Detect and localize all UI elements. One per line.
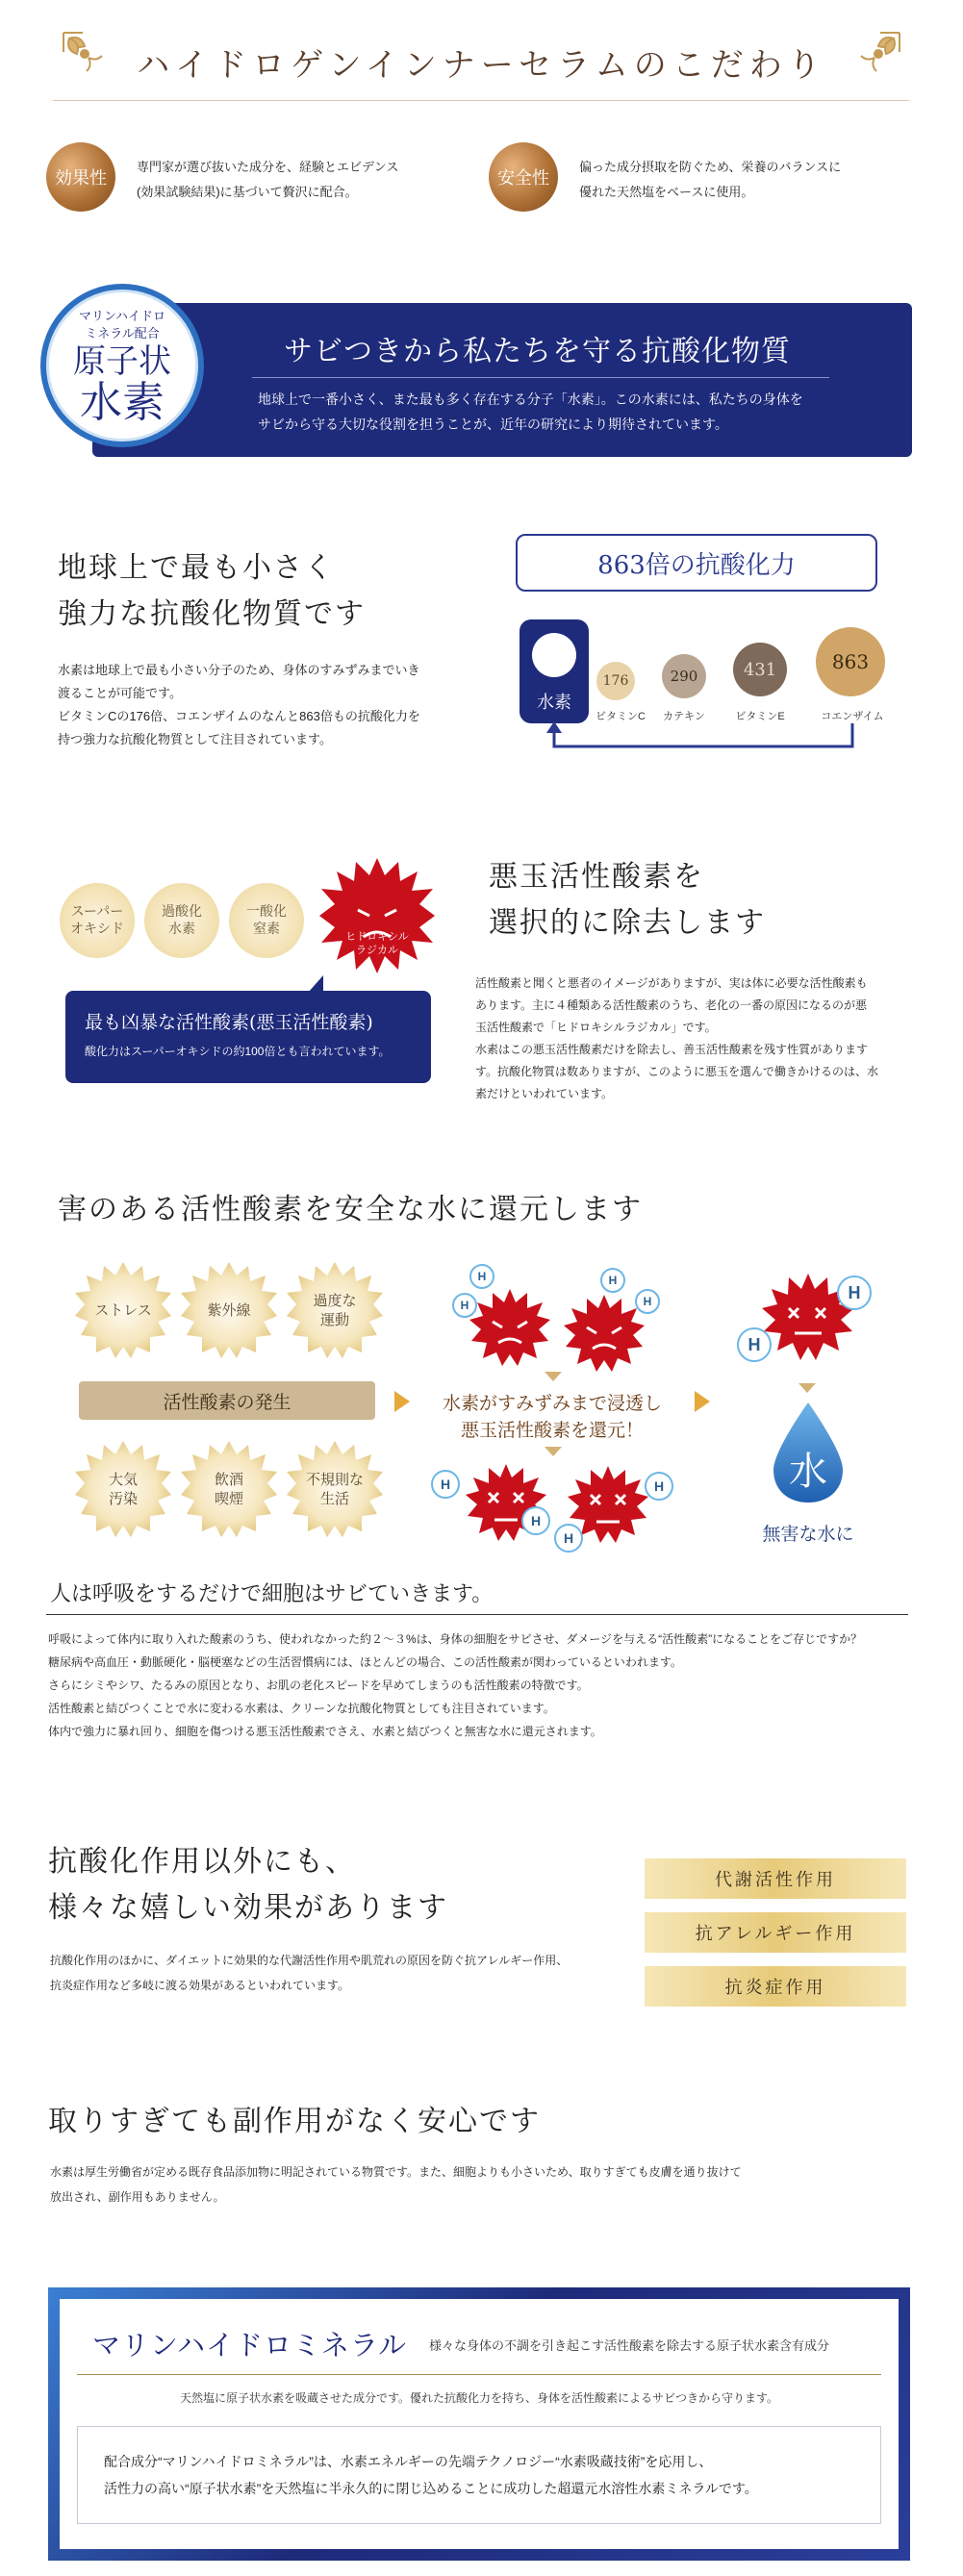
effect-bar-inflammation: 抗炎症作用 [645, 1966, 906, 2007]
feature-text-effect-2: (効果試験結果)に基づいて贅沢に配合。 [137, 185, 358, 199]
water-char: 水 [789, 1450, 827, 1494]
feature-badge-effect: 効果性 [46, 142, 115, 212]
worst-oxygen-pointer [308, 975, 323, 993]
cause-exercise: 過度な 運動 [285, 1260, 385, 1360]
bad-oxygen-text-4: 水素はこの悪玉活性酸素だけを除去し、善玉活性酸素を残す性質があります [475, 1043, 869, 1056]
compare-label-catechin: カテキン [663, 711, 705, 722]
banner-text-1: 地球上で一番小さく、また最も多く存在する分子「水素」。この水素には、私たちの身体を [258, 391, 803, 407]
h-atom-7: H [554, 1524, 583, 1553]
smallest-text-4: 持つ強力な抗酸化物質として注目されています。 [58, 732, 332, 746]
effects-title-2: 様々な嬉しい効果があります [48, 1891, 448, 1925]
penetrate-text-1: 水素がすみずみまで浸透し [442, 1393, 662, 1414]
hydrogen-compare-circle [532, 633, 576, 677]
water-down-arrow-icon [798, 1383, 816, 1393]
header-divider [53, 100, 909, 101]
h-atom-8: H [645, 1472, 673, 1501]
h-atom-4: H [635, 1289, 660, 1314]
breath-text-3: さらにシミやシワ、たるみの原因となり、お肌の老化スピードを早めてしまうのも活性酸素の特徴です。 [48, 1679, 589, 1692]
penetrate-text-2: 悪玉活性酸素を還元！ [460, 1420, 644, 1441]
power-title: 863倍の抗酸化力 [597, 551, 796, 580]
cause-irregular: 不規則な 生活 [285, 1439, 385, 1539]
compare-circle-coenzyme: 863 [816, 627, 885, 696]
bad-oxygen-circle-no: 一酸化 窒素 [229, 883, 304, 958]
compare-label-vite: ビタミンE [735, 711, 785, 722]
marine-subtitle: 様々な身体の不調を引き起こす活性酸素を除去する原子状水素含有成分 [429, 2338, 830, 2353]
bad-oxygen-text-2: あります。主に４種類ある活性酸素のうち、老化の一番の原因になるのが悪 [475, 998, 868, 1012]
smallest-text-2: 渡ることが可能です。 [58, 686, 182, 700]
seal-main-1: 原子状 [73, 342, 171, 381]
effects-text-1: 抗酸化作用のほかに、ダイエットに効果的な代謝活性作用や肌荒れの原因を防ぐ抗アレルギー作用、 [50, 1954, 569, 1967]
h-atom-3: H [600, 1268, 625, 1293]
breath-title: 人は呼吸をするだけで細胞はサビていきます。 [50, 1582, 494, 1606]
feature-badge-safety: 安全性 [489, 142, 558, 212]
compare-circle-vitc: 176 [596, 662, 635, 700]
cause-pollution: 大気 汚染 [73, 1439, 173, 1539]
h-atom-5: H [431, 1470, 460, 1499]
marine-box-text-2: 活性力の高い“原子状水素”を天然塩に半永久的に閉じ込めることに成功した超還元水溶性水素ミネラルです。 [104, 2481, 758, 2496]
marine-box-text-1: 配合成分“マリンハイドロミネラル”は、水素エネルギーの先端テクノロジー“水素吸蔵技術”を応用し、 [104, 2454, 713, 2469]
page-title: ハイドロゲンインナーセラムのこだわり [137, 46, 826, 85]
compare-return-arrow [539, 720, 866, 752]
h-atom-1: H [469, 1264, 494, 1289]
safe-title: 取りすぎても副作用がなく安心です [48, 2105, 541, 2138]
feature-text-safety-2: 優れた天然塩をベースに使用。 [579, 185, 754, 199]
bad-oxygen-text-3: 玉活性酸素で「ヒドロキシルラジカル」です。 [475, 1021, 717, 1034]
smallest-title-1: 地球上で最も小さく [58, 551, 335, 585]
penetrate-down-arrow-icon [545, 1372, 562, 1381]
safe-text-1: 水素は厚生労働省が定める既存食品添加物に明記されている物質です。また、細胞よりも小さいため、取りすぎても皮膚を通り抜けて [50, 2165, 742, 2179]
harmless-water-label: 無害な水に [762, 1524, 854, 1545]
feature-text-effect-1: 専門家が選び抜いた成分を、経験とエビデンス [137, 160, 399, 174]
safe-text-2: 放出され、副作用もありません。 [50, 2190, 225, 2204]
compare-label-vitc: ビタミンC [596, 711, 646, 722]
cause-stress: ストレス [73, 1260, 173, 1360]
feature-text-safety-1: 偏った成分摂取を防ぐため、栄養のバランスに [579, 160, 842, 174]
h-atom-9: H [837, 1275, 872, 1310]
seal-main-2: 水素 [80, 378, 165, 427]
compare-label-coenzyme: コエンザイム [821, 711, 884, 722]
marine-box [77, 2426, 881, 2524]
worst-oxygen-sub: 酸化力はスーパーオキシドの約100倍とも言われています。 [85, 1045, 391, 1058]
seal-text-1: マリンハイドロ [78, 310, 166, 324]
breath-divider [46, 1614, 908, 1615]
banner-divider [252, 377, 829, 378]
bad-oxygen-circle-superoxide: スーパー オキシド [60, 883, 135, 958]
h-atom-6: H [521, 1506, 550, 1535]
flow-arrow-2-icon [695, 1391, 710, 1412]
cause-drinking: 飲酒 喫煙 [179, 1439, 279, 1539]
breath-text-5: 体内で強力に暴れ回り、細胞を傷つける悪玉活性酸素でさえ、水素と結びつくと無害な水に還元されます。 [48, 1725, 602, 1738]
bad-oxygen-circle-peroxide: 過酸化 水素 [144, 883, 219, 958]
bad-oxygen-text-1: 活性酸素と聞くと悪者のイメージがありますが、実は体に必要な活性酸素も [475, 976, 868, 990]
bad-oxygen-title-1: 悪玉活性酸素を [489, 860, 704, 894]
reduce-title: 害のある活性酸素を安全な水に還元します [58, 1193, 643, 1226]
banner-text-2: サビから守る大切な役割を担うことが、近年の研究により期待されています。 [258, 417, 728, 432]
hydroxyl-radical-icon: ヒドロキシル ラジカル [317, 856, 437, 975]
effect-bar-allergy: 抗アレルギー作用 [645, 1912, 906, 1953]
compare-circle-vite: 431 [733, 643, 787, 696]
flow-arrow-1-icon [394, 1391, 410, 1412]
smallest-title-2: 強力な抗酸化物質です [58, 597, 366, 631]
breath-text-2: 糖尿病や高血圧・動脈硬化・脳梗塞などの生活習慣病には、ほとんどの場合、この活性酸素が関わっているといわれます。 [48, 1655, 682, 1669]
worst-oxygen-box [65, 991, 431, 1083]
smallest-text-3: ビタミンCの176倍、コエンザイムのなんと863倍もの抗酸化力を [58, 709, 420, 723]
occurrence-bar: 活性酸素の発生 [79, 1381, 375, 1420]
effect-bar-metabolism: 代謝活性作用 [645, 1858, 906, 1899]
breath-text-1: 呼吸によって体内に取り入れた酸素のうち、使われなかった約２〜３%は、身体の細胞をサビさせ、ダメージを与える“活性酸素”になることをご存じですか？ [48, 1632, 863, 1646]
breath-text-4: 活性酸素と結びつくことで水に変わる水素は、クリーンな抗酸化物質としても注目されています。 [48, 1702, 555, 1715]
bad-oxygen-text-6: 素だけといわれています。 [475, 1087, 614, 1100]
hydrogen-compare-label: 水素 [537, 693, 571, 713]
effects-title-1: 抗酸化作用以外にも、 [48, 1845, 356, 1879]
compare-circle-catechin: 290 [662, 654, 706, 698]
bad-oxygen-text-5: す。抗酸化物質は数ありますが、このように悪玉を選んで働きかけるのは、水 [475, 1065, 879, 1078]
marine-divider [77, 2374, 881, 2375]
seal-text-2: ミネラル配合 [85, 327, 160, 341]
smallest-text-1: 水素は地球上で最も小さい分子のため、身体のすみずみまでいき [58, 663, 420, 677]
effects-text-2: 抗炎症作用など多岐に渡る効果があるといわれています。 [50, 1979, 350, 1992]
bad-oxygen-title-2: 選択的に除去します [489, 906, 766, 940]
cause-uv: 紫外線 [179, 1260, 279, 1360]
h-atom-10: H [737, 1327, 772, 1362]
worst-oxygen-title: 最も凶暴な活性酸素(悪玉活性酸素) [85, 1012, 373, 1033]
marine-desc: 天然塩に原子状水素を吸蔵させた成分です。優れた抗酸化力を持ち、身体を活性酸素によるサビつきから守ります。 [179, 2391, 779, 2405]
h-atom-2: H [452, 1293, 477, 1318]
banner-heading: サビつきから私たちを守る抗酸化物質 [284, 335, 791, 368]
marine-title: マリンハイドロミネラル [92, 2329, 408, 2361]
